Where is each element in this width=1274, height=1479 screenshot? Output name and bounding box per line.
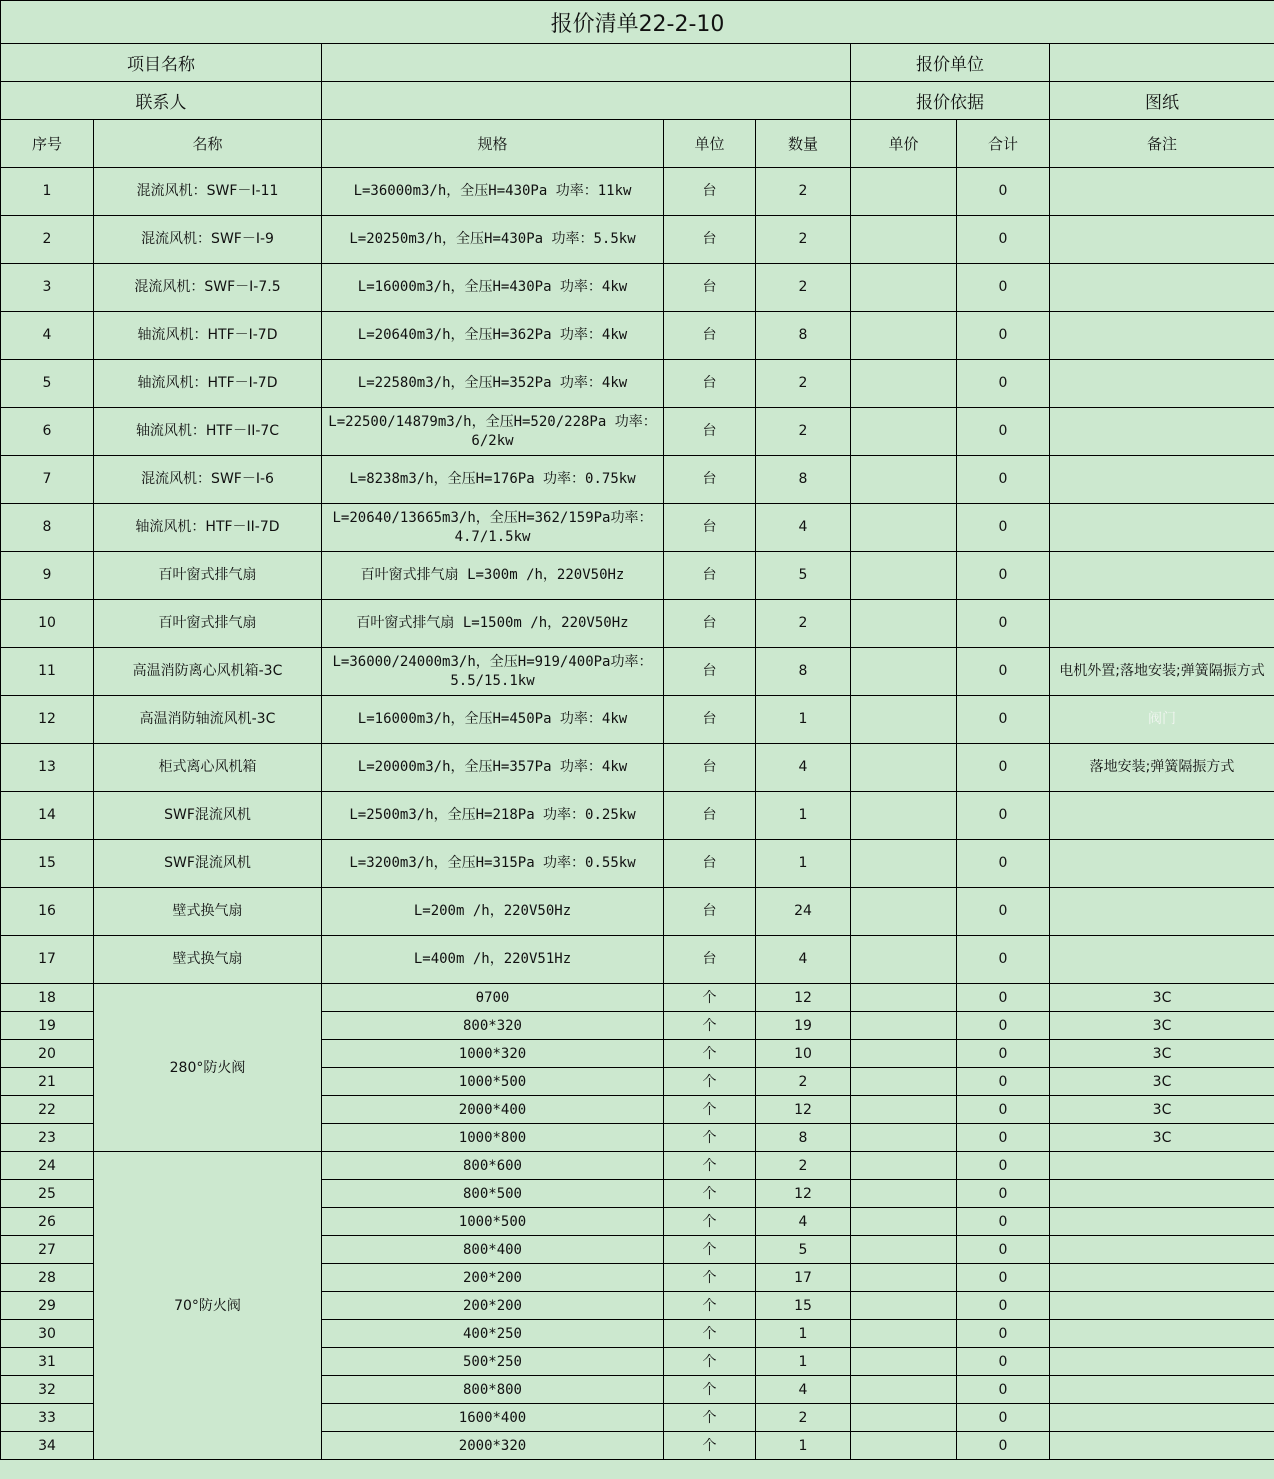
note-cell[interactable]: 3C (1050, 984, 1274, 1012)
total-cell[interactable]: 0 (957, 456, 1050, 504)
row-number-cell[interactable]: 29 (1, 1292, 94, 1320)
total-cell[interactable]: 0 (957, 1012, 1050, 1040)
unit-price-cell[interactable] (851, 1320, 957, 1348)
quantity-cell[interactable]: 24 (756, 888, 851, 936)
item-name-cell[interactable]: 轴流风机：HTF－Ⅰ-7D (94, 360, 322, 408)
row-number-cell[interactable]: 30 (1, 1320, 94, 1348)
unit-price-cell[interactable] (851, 1292, 957, 1320)
unit-price-cell[interactable] (851, 168, 957, 216)
unit-cell[interactable]: 个 (664, 1432, 756, 1460)
unit-cell[interactable]: 台 (664, 408, 756, 456)
total-cell[interactable]: 0 (957, 1236, 1050, 1264)
spec-cell[interactable]: 百叶窗式排气扇 L=300m /h，220V50Hz (322, 552, 664, 600)
note-cell[interactable]: 3C (1050, 1096, 1274, 1124)
row-number-cell[interactable]: 6 (1, 408, 94, 456)
item-name-cell[interactable]: 混流风机：SWF－Ⅰ-9 (94, 216, 322, 264)
total-cell[interactable]: 0 (957, 1068, 1050, 1096)
note-cell[interactable] (1050, 1180, 1274, 1208)
unit-cell[interactable]: 个 (664, 1236, 756, 1264)
unit-cell[interactable]: 个 (664, 1292, 756, 1320)
row-number-cell[interactable]: 23 (1, 1124, 94, 1152)
quote-unit-label: 报价单位 (851, 44, 1050, 82)
sheet-title: 报价清单22-2-10 (1, 1, 1274, 44)
col-header-qty: 数量 (756, 120, 851, 168)
note-cell[interactable] (1050, 408, 1274, 456)
spec-cell[interactable]: L=36000/24000m3/h，全压H=919/400Pa功率：5.5/15.1kw (322, 648, 664, 696)
note-cell[interactable] (1050, 888, 1274, 936)
spec-cell[interactable]: L=400m /h，220V51Hz (322, 936, 664, 984)
table-row (1, 840, 1274, 888)
total-cell[interactable]: 0 (957, 264, 1050, 312)
unit-price-cell[interactable] (851, 1012, 957, 1040)
table-row (1, 792, 1274, 840)
table-row (1, 984, 1274, 1012)
unit-price-cell[interactable] (851, 840, 957, 888)
project-name-label: 项目名称 (1, 44, 322, 82)
note-cell[interactable] (1050, 936, 1274, 984)
note-cell[interactable] (1050, 456, 1274, 504)
row-number-cell[interactable]: 11 (1, 648, 94, 696)
unit-cell[interactable]: 台 (664, 600, 756, 648)
spec-cell[interactable]: 400*250 (322, 1320, 664, 1348)
quantity-cell[interactable]: 2 (756, 216, 851, 264)
contact-label: 联系人 (1, 82, 322, 120)
note-cell[interactable] (1050, 1376, 1274, 1404)
item-name-cell[interactable]: 混流风机：SWF－Ⅰ-6 (94, 456, 322, 504)
row-number-cell[interactable]: 26 (1, 1208, 94, 1236)
item-name-cell[interactable]: 柜式离心风机箱 (94, 744, 322, 792)
note-cell[interactable] (1050, 552, 1274, 600)
note-cell[interactable] (1050, 360, 1274, 408)
contact-value[interactable] (322, 82, 851, 120)
row-number-cell[interactable]: 12 (1, 696, 94, 744)
col-header-name: 名称 (94, 120, 322, 168)
unit-price-cell[interactable] (851, 264, 957, 312)
quantity-cell[interactable]: 1 (756, 1432, 851, 1460)
quantity-cell[interactable]: 8 (756, 1124, 851, 1152)
total-cell[interactable]: 0 (957, 648, 1050, 696)
table-row (1, 360, 1274, 408)
spec-cell[interactable]: L=20640m3/h，全压H=362Pa 功率：4kw (322, 312, 664, 360)
unit-price-cell[interactable] (851, 744, 957, 792)
row-number-cell[interactable]: 33 (1, 1404, 94, 1432)
quantity-cell[interactable]: 12 (756, 1180, 851, 1208)
unit-cell[interactable]: 台 (664, 456, 756, 504)
total-cell[interactable]: 0 (957, 168, 1050, 216)
unit-price-cell[interactable] (851, 216, 957, 264)
item-name-cell[interactable]: 高温消防轴流风机-3C (94, 696, 322, 744)
item-name-cell[interactable]: 混流风机：SWF－Ⅰ-7.5 (94, 264, 322, 312)
note-cell[interactable]: 3C (1050, 1068, 1274, 1096)
unit-cell[interactable]: 个 (664, 1320, 756, 1348)
unit-price-cell[interactable] (851, 1264, 957, 1292)
row-number-cell[interactable]: 22 (1, 1096, 94, 1124)
unit-price-cell[interactable] (851, 1068, 957, 1096)
note-cell[interactable] (1050, 1432, 1274, 1460)
quantity-cell[interactable]: 2 (756, 1152, 851, 1180)
item-name-cell[interactable]: 高温消防离心风机箱-3C (94, 648, 322, 696)
quantity-cell[interactable]: 1 (756, 696, 851, 744)
total-cell[interactable]: 0 (957, 984, 1050, 1012)
unit-price-cell[interactable] (851, 936, 957, 984)
note-cell[interactable] (1050, 792, 1274, 840)
table-row (1, 264, 1274, 312)
row-number-cell[interactable]: 17 (1, 936, 94, 984)
quantity-cell[interactable]: 2 (756, 408, 851, 456)
spec-cell[interactable]: 800*500 (322, 1180, 664, 1208)
total-cell[interactable]: 0 (957, 1348, 1050, 1376)
unit-cell[interactable]: 台 (664, 936, 756, 984)
total-cell[interactable]: 0 (957, 360, 1050, 408)
row-number-cell[interactable]: 8 (1, 504, 94, 552)
total-cell[interactable]: 0 (957, 1096, 1050, 1124)
quantity-cell[interactable]: 4 (756, 1208, 851, 1236)
total-cell[interactable]: 0 (957, 1152, 1050, 1180)
row-number-cell[interactable]: 21 (1, 1068, 94, 1096)
row-number-cell[interactable]: 10 (1, 600, 94, 648)
note-cell[interactable] (1050, 504, 1274, 552)
table-row (1, 600, 1274, 648)
total-cell[interactable]: 0 (957, 1404, 1050, 1432)
unit-price-cell[interactable] (851, 1348, 957, 1376)
row-number-cell[interactable]: 28 (1, 1264, 94, 1292)
item-name-cell[interactable]: SWF混流风机 (94, 792, 322, 840)
unit-cell[interactable]: 个 (664, 1348, 756, 1376)
spec-cell[interactable]: L=3200m3/h，全压H=315Pa 功率：0.55kw (322, 840, 664, 888)
total-cell[interactable]: 0 (957, 216, 1050, 264)
row-number-cell[interactable]: 5 (1, 360, 94, 408)
table-row (1, 744, 1274, 792)
quantity-cell[interactable]: 4 (756, 936, 851, 984)
unit-cell[interactable]: 台 (664, 168, 756, 216)
unit-cell[interactable]: 台 (664, 840, 756, 888)
quantity-cell[interactable]: 19 (756, 1012, 851, 1040)
note-cell[interactable]: 电机外置;落地安装;弹簧隔振方式 (1050, 648, 1274, 696)
total-cell[interactable]: 0 (957, 504, 1050, 552)
quantity-cell[interactable]: 2 (756, 1404, 851, 1432)
unit-price-cell[interactable] (851, 1208, 957, 1236)
unit-price-cell[interactable] (851, 1404, 957, 1432)
unit-cell[interactable]: 个 (664, 1012, 756, 1040)
item-name-cell[interactable]: SWF混流风机 (94, 840, 322, 888)
unit-price-cell[interactable] (851, 1124, 957, 1152)
spec-cell[interactable]: 1000*500 (322, 1068, 664, 1096)
row-number-cell[interactable]: 34 (1, 1432, 94, 1460)
table-row (1, 504, 1274, 552)
row-number-cell[interactable]: 14 (1, 792, 94, 840)
unit-price-cell[interactable] (851, 312, 957, 360)
item-name-cell[interactable]: 280°防火阀 (94, 984, 322, 1152)
unit-cell[interactable]: 个 (664, 1152, 756, 1180)
quantity-cell[interactable]: 5 (756, 1236, 851, 1264)
note-cell[interactable] (1050, 216, 1274, 264)
note-cell[interactable] (1050, 168, 1274, 216)
unit-price-cell[interactable] (851, 600, 957, 648)
quantity-cell[interactable]: 2 (756, 168, 851, 216)
note-cell[interactable]: 3C (1050, 1124, 1274, 1152)
table-row (1, 696, 1274, 744)
row-number-cell[interactable]: 18 (1, 984, 94, 1012)
row-number-cell[interactable]: 32 (1, 1376, 94, 1404)
spec-cell[interactable]: 1000*320 (322, 1040, 664, 1068)
total-cell[interactable]: 0 (957, 1124, 1050, 1152)
total-cell[interactable]: 0 (957, 696, 1050, 744)
note-cell[interactable] (1050, 264, 1274, 312)
note-cell[interactable] (1050, 1208, 1274, 1236)
table-row (1, 456, 1274, 504)
unit-cell[interactable]: 个 (664, 1096, 756, 1124)
total-cell[interactable]: 0 (957, 936, 1050, 984)
table-row (1, 552, 1274, 600)
total-cell[interactable]: 0 (957, 1432, 1050, 1460)
unit-price-cell[interactable] (851, 984, 957, 1012)
row-number-cell[interactable]: 4 (1, 312, 94, 360)
unit-price-cell[interactable] (851, 1432, 957, 1460)
total-cell[interactable]: 0 (957, 1320, 1050, 1348)
total-cell[interactable]: 0 (957, 1292, 1050, 1320)
item-name-cell[interactable]: 壁式换气扇 (94, 888, 322, 936)
total-cell[interactable]: 0 (957, 600, 1050, 648)
col-header-total: 合计 (957, 120, 1050, 168)
unit-cell[interactable]: 台 (664, 648, 756, 696)
item-name-cell[interactable]: 轴流风机：HTF－Ⅰ-7D (94, 312, 322, 360)
total-cell[interactable]: 0 (957, 840, 1050, 888)
unit-cell[interactable]: 台 (664, 360, 756, 408)
col-header-no: 序号 (1, 120, 94, 168)
unit-cell[interactable]: 个 (664, 1180, 756, 1208)
unit-cell[interactable]: 台 (664, 312, 756, 360)
spec-cell[interactable]: 2000*400 (322, 1096, 664, 1124)
unit-price-cell[interactable] (851, 456, 957, 504)
unit-cell[interactable]: 个 (664, 984, 756, 1012)
spec-cell[interactable]: 800*600 (322, 1152, 664, 1180)
unit-price-cell[interactable] (851, 696, 957, 744)
spec-cell[interactable]: 1000*800 (322, 1124, 664, 1152)
total-cell[interactable]: 0 (957, 888, 1050, 936)
spec-cell[interactable]: 800*400 (322, 1236, 664, 1264)
quote-unit-value[interactable] (1050, 44, 1274, 82)
project-name-value[interactable] (322, 44, 851, 82)
row-number-cell[interactable]: 1 (1, 168, 94, 216)
quantity-cell[interactable]: 2 (756, 600, 851, 648)
unit-price-cell[interactable] (851, 360, 957, 408)
total-cell[interactable]: 0 (957, 1180, 1050, 1208)
spec-cell[interactable]: 200*200 (322, 1264, 664, 1292)
unit-cell[interactable]: 台 (664, 696, 756, 744)
unit-cell[interactable]: 个 (664, 1264, 756, 1292)
unit-cell[interactable]: 个 (664, 1124, 756, 1152)
quantity-cell[interactable]: 2 (756, 1068, 851, 1096)
quantity-cell[interactable]: 4 (756, 1376, 851, 1404)
spec-cell[interactable]: 百叶窗式排气扇 L=1500m /h，220V50Hz (322, 600, 664, 648)
quantity-cell[interactable]: 1 (756, 1320, 851, 1348)
unit-cell[interactable]: 个 (664, 1068, 756, 1096)
spec-cell[interactable]: 500*250 (322, 1348, 664, 1376)
item-name-cell[interactable]: 百叶窗式排气扇 (94, 600, 322, 648)
unit-price-cell[interactable] (851, 792, 957, 840)
table-row (1, 168, 1274, 216)
row-number-cell[interactable]: 2 (1, 216, 94, 264)
unit-cell[interactable]: 台 (664, 504, 756, 552)
row-number-cell[interactable]: 19 (1, 1012, 94, 1040)
col-header-unit: 单位 (664, 120, 756, 168)
table-row (1, 1152, 1274, 1180)
table-row (1, 312, 1274, 360)
row-number-cell[interactable]: 3 (1, 264, 94, 312)
unit-price-cell[interactable] (851, 504, 957, 552)
item-name-cell[interactable]: 壁式换气扇 (94, 936, 322, 984)
note-cell[interactable] (1050, 1236, 1274, 1264)
spec-cell[interactable]: L=8238m3/h，全压H=176Pa 功率：0.75kw (322, 456, 664, 504)
unit-cell[interactable]: 台 (664, 264, 756, 312)
row-number-cell[interactable]: 7 (1, 456, 94, 504)
total-cell[interactable]: 0 (957, 408, 1050, 456)
unit-cell[interactable]: 台 (664, 744, 756, 792)
unit-price-cell[interactable] (851, 888, 957, 936)
quantity-cell[interactable]: 12 (756, 984, 851, 1012)
note-cell[interactable]: 3C (1050, 1012, 1274, 1040)
spec-cell[interactable]: 2000*320 (322, 1432, 664, 1460)
note-cell[interactable] (1050, 1348, 1274, 1376)
row-number-cell[interactable]: 15 (1, 840, 94, 888)
unit-price-cell[interactable] (851, 1180, 957, 1208)
col-header-price: 单价 (851, 120, 957, 168)
col-header-note: 备注 (1050, 120, 1274, 168)
unit-cell[interactable]: 台 (664, 792, 756, 840)
unit-price-cell[interactable] (851, 1236, 957, 1264)
quantity-cell[interactable]: 15 (756, 1292, 851, 1320)
spec-cell[interactable]: L=16000m3/h，全压H=450Pa 功率：4kw (322, 696, 664, 744)
quantity-cell[interactable]: 8 (756, 456, 851, 504)
unit-price-cell[interactable] (851, 1040, 957, 1068)
unit-price-cell[interactable] (851, 1152, 957, 1180)
table-row (1, 408, 1274, 456)
quantity-cell[interactable]: 1 (756, 840, 851, 888)
row-number-cell[interactable]: 31 (1, 1348, 94, 1376)
unit-cell[interactable]: 个 (664, 1376, 756, 1404)
total-cell[interactable]: 0 (957, 1208, 1050, 1236)
unit-cell[interactable]: 台 (664, 552, 756, 600)
row-number-cell[interactable]: 16 (1, 888, 94, 936)
unit-cell[interactable]: 个 (664, 1404, 756, 1432)
quantity-cell[interactable]: 2 (756, 264, 851, 312)
spec-cell[interactable]: L=22500/14879m3/h，全压H=520/228Pa 功率：6/2kw (322, 408, 664, 456)
total-cell[interactable]: 0 (957, 312, 1050, 360)
unit-price-cell[interactable] (851, 648, 957, 696)
spec-cell[interactable]: 200*200 (322, 1292, 664, 1320)
row-number-cell[interactable]: 27 (1, 1236, 94, 1264)
total-cell[interactable]: 0 (957, 744, 1050, 792)
total-cell[interactable]: 0 (957, 1264, 1050, 1292)
spec-cell[interactable]: L=2500m3/h，全压H=218Pa 功率：0.25kw (322, 792, 664, 840)
quantity-cell[interactable]: 5 (756, 552, 851, 600)
item-name-cell[interactable]: 轴流风机：HTF－ⅠⅠ-7C (94, 408, 322, 456)
spec-cell[interactable]: 1600*400 (322, 1404, 664, 1432)
quantity-cell[interactable]: 4 (756, 744, 851, 792)
spec-cell[interactable]: L=16000m3/h，全压H=430Pa 功率：4kw (322, 264, 664, 312)
note-cell[interactable] (1050, 1320, 1274, 1348)
quantity-cell[interactable]: 8 (756, 648, 851, 696)
quote-basis-label: 报价依据 (851, 82, 1050, 120)
quantity-cell[interactable]: 1 (756, 792, 851, 840)
unit-price-cell[interactable] (851, 1376, 957, 1404)
table-row (1, 936, 1274, 984)
item-name-cell[interactable]: 70°防火阀 (94, 1152, 322, 1460)
note-cell[interactable]: 3C (1050, 1040, 1274, 1068)
col-header-spec: 规格 (322, 120, 664, 168)
spec-cell[interactable]: L=20250m3/h，全压H=430Pa 功率：5.5kw (322, 216, 664, 264)
quantity-cell[interactable]: 4 (756, 504, 851, 552)
spec-cell[interactable]: L=20000m3/h，全压H=357Pa 功率：4kw (322, 744, 664, 792)
note-cell[interactable] (1050, 1152, 1274, 1180)
unit-price-cell[interactable] (851, 408, 957, 456)
note-cell[interactable]: 落地安装;弹簧隔振方式 (1050, 744, 1274, 792)
row-number-cell[interactable]: 24 (1, 1152, 94, 1180)
spec-cell[interactable]: 1000*500 (322, 1208, 664, 1236)
row-number-cell[interactable]: 20 (1, 1040, 94, 1068)
note-cell[interactable]: 阀门 (1050, 696, 1274, 744)
spec-cell[interactable]: L=36000m3/h，全压H=430Pa 功率：11kw (322, 168, 664, 216)
item-name-cell[interactable]: 轴流风机：HTF－ⅠⅠ-7D (94, 504, 322, 552)
note-cell[interactable] (1050, 1264, 1274, 1292)
total-cell[interactable]: 0 (957, 1376, 1050, 1404)
note-cell[interactable] (1050, 600, 1274, 648)
note-cell[interactable] (1050, 312, 1274, 360)
table-row (1, 648, 1274, 696)
drawing-label: 图纸 (1050, 82, 1274, 120)
spec-cell[interactable]: 800*320 (322, 1012, 664, 1040)
spec-cell[interactable]: L=22580m3/h，全压H=352Pa 功率：4kw (322, 360, 664, 408)
quantity-cell[interactable]: 17 (756, 1264, 851, 1292)
spec-cell[interactable]: L=200m /h，220V50Hz (322, 888, 664, 936)
row-number-cell[interactable]: 13 (1, 744, 94, 792)
unit-cell[interactable]: 个 (664, 1208, 756, 1236)
quantity-cell[interactable]: 12 (756, 1096, 851, 1124)
item-name-cell[interactable]: 百叶窗式排气扇 (94, 552, 322, 600)
row-number-cell[interactable]: 9 (1, 552, 94, 600)
row-number-cell[interactable]: 25 (1, 1180, 94, 1208)
quantity-cell[interactable]: 2 (756, 360, 851, 408)
quantity-cell[interactable]: 8 (756, 312, 851, 360)
spec-cell[interactable]: 800*800 (322, 1376, 664, 1404)
unit-cell[interactable]: 个 (664, 1040, 756, 1068)
spec-cell[interactable]: θ700 (322, 984, 664, 1012)
quantity-cell[interactable]: 1 (756, 1348, 851, 1376)
note-cell[interactable] (1050, 840, 1274, 888)
item-name-cell[interactable]: 混流风机：SWF－Ⅰ-11 (94, 168, 322, 216)
quantity-cell[interactable]: 10 (756, 1040, 851, 1068)
unit-price-cell[interactable] (851, 552, 957, 600)
total-cell[interactable]: 0 (957, 1040, 1050, 1068)
table-row (1, 888, 1274, 936)
unit-cell[interactable]: 台 (664, 888, 756, 936)
table-row (1, 216, 1274, 264)
spec-cell[interactable]: L=20640/13665m3/h，全压H=362/159Pa功率：4.7/1.5kw (322, 504, 664, 552)
note-cell[interactable] (1050, 1292, 1274, 1320)
note-cell[interactable] (1050, 1404, 1274, 1432)
unit-cell[interactable]: 台 (664, 216, 756, 264)
total-cell[interactable]: 0 (957, 792, 1050, 840)
total-cell[interactable]: 0 (957, 552, 1050, 600)
unit-price-cell[interactable] (851, 1096, 957, 1124)
